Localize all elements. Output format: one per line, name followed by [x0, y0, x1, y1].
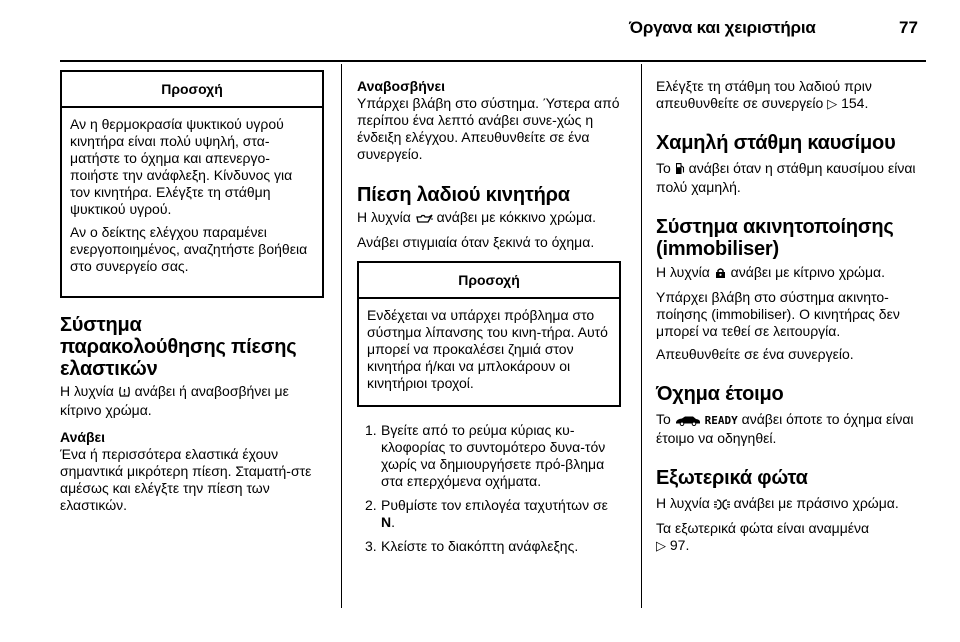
body-text: Η λυχνία ανάβει με κόκκινο χρώμα.: [357, 209, 621, 228]
steps-list: [357, 422, 621, 555]
column-divider: [341, 64, 342, 608]
page-reference-icon: ▷: [827, 96, 838, 111]
list-item: 3. Κλείστε το διακόπτη ανάφλεξης.: [365, 538, 579, 554]
body-text: Υπάρχει βλάβη στο σύστημα. Ύστερα από περίπου ένα λεπτό ανάβει συνε-χώς η ένδειξη ελέγχου. Απευθυνθείτε σε ένα συνεργείο.: [357, 95, 620, 162]
caution-body: [62, 108, 322, 284]
caution-box: [357, 261, 621, 407]
subheading: Ανάβει: [60, 429, 106, 445]
page-number: 77: [899, 18, 918, 37]
caution-body: [359, 299, 619, 401]
fuel-pump-icon: [675, 162, 685, 179]
body-text: Ένα ή περισσότερα ελαστικά έχουν σημαντικά μικρότερη πίεση. Σταματή-στε αμέσως και ελέγξτε την πίεση των ελαστικών.: [60, 446, 312, 513]
caution-text: Αν ο δείκτης ελέγχου παραμένει ενεργοποιημένος, αναζητήστε βοήθεια στο συνεργείο σας.: [70, 224, 308, 274]
section-heading: Όχημα έτοιμο: [656, 383, 784, 405]
body-text: Τα εξωτερικά φώτα είναι αναμμένα ▷ 97.: [656, 520, 870, 553]
list-item: 1. Βγείτε από το ρεύμα κύριας κυ-κλοφορίας το συντομότερο δυνα-τόν χωρίς να δημιουργήσετε πρό-βλημα στα επερχόμενα οχήματα.: [365, 422, 606, 489]
section-heading: Σύστημα παρακολούθησης πίεσης ελαστικών: [60, 314, 297, 380]
car-ready-icon: [675, 413, 701, 430]
body-text: Η λυχνία ανάβει με κίτρινο χρώμα.: [656, 264, 926, 283]
section-heading: Σύστημα ακινητοποίησης (immobiliser): [656, 216, 894, 260]
column-divider: [641, 64, 642, 608]
caution-text: Ενδέχεται να υπάρχει πρόβλημα στο σύστημα λίπανσης του κινη-τήρα. Αυτό μπορεί να προκαλέσει ζημιά στον κινητήρα ή/και να μπλοκάρουν οι κινητήριοι τροχοί.: [367, 307, 608, 391]
column-1: [60, 70, 324, 514]
body-text: Απευθυνθείτε σε ένα συνεργείο.: [656, 346, 854, 362]
caution-text: Αν η θερμοκρασία ψυκτικού υγρού κινητήρα είναι πολύ υψηλή, στα-ματήστε το όχημα και απενεργο-ποιήστε την ανάφλεξη. Κίνδυνος για τον κινητήρα. Ελέγξτε τη στάθμη ψυκτικού υγρού.: [70, 116, 293, 217]
ready-label: READY: [704, 414, 738, 427]
oil-can-icon: [415, 211, 433, 228]
page-header: [0, 18, 960, 48]
column-3: [656, 78, 926, 554]
page-reference-icon: ▷: [656, 538, 666, 553]
section-heading: Πίεση λαδιού κινητήρα: [357, 184, 570, 206]
body-text: Ελέγξτε τη στάθμη του λαδιού πριν απευθυνθείτε σε συνεργείο ▷ 154.: [656, 78, 872, 111]
vehicle-ready-section: [656, 383, 926, 447]
immobiliser-section: [656, 216, 926, 363]
car-key-lock-icon: [714, 266, 727, 283]
caution-heading: Προσοχή: [62, 72, 322, 108]
exterior-lights-section: [656, 467, 926, 554]
oil-pressure-section: [357, 184, 621, 251]
caution-box: [60, 70, 324, 298]
body-text: Το ανάβει όταν η στάθμη καυσίμου είναι πολύ χαμηλή.: [656, 160, 916, 195]
tyre-pressure-section: [60, 314, 324, 514]
header-rule: [60, 60, 926, 62]
body-text: Η λυχνία ανάβει με πράσινο χρώμα.: [656, 495, 926, 514]
page-title: Όργανα και χειριστήρια: [629, 18, 816, 37]
list-item: 2. Ρυθμίστε τον επιλογέα ταχυτήτων σε N.: [365, 497, 608, 530]
section-heading: Εξωτερικά φώτα: [656, 467, 808, 489]
exterior-lights-icon: [714, 497, 730, 514]
body-text: Υπάρχει βλάβη στο σύστημα ακινητο-ποίησης (immobiliser). Ο κινητήρας δεν μπορεί να τεθεί σε λειτουργία.: [656, 289, 900, 339]
section-heading: Χαμηλή στάθμη καυσίμου: [656, 132, 896, 154]
subheading: Αναβοσβήνει: [357, 78, 446, 94]
tyre-pressure-icon: [118, 385, 131, 402]
caution-heading: Προσοχή: [359, 263, 619, 299]
body-text: Ανάβει στιγμιαία όταν ξεκινά το όχημα.: [357, 234, 595, 250]
section-intro: Η λυχνία ανάβει ή αναβοσβήνει με κίτρινο χρώμα.: [60, 383, 289, 418]
fuel-section: [656, 132, 926, 196]
body-text: Το READY ανάβει όποτε το όχημα είναι έτοιμο να οδηγηθεί.: [656, 411, 914, 446]
column-2: [357, 78, 621, 562]
